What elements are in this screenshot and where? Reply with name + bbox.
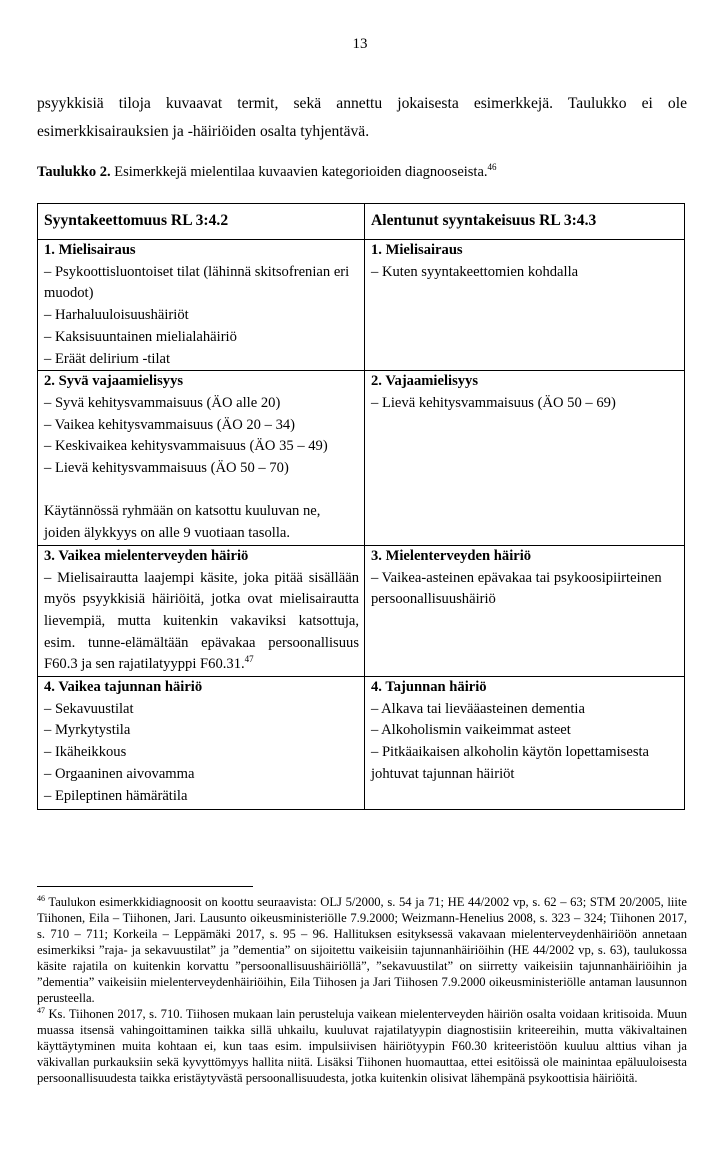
header-syyntakeettomuus: Syyntakeettomuus RL 3:4.2 <box>38 204 365 240</box>
category-description-text: – Mielisairautta laajempi käsite, joka pitää sisällään myös psyykkisiä häiriöitä, jotka ovat mielisairautta lievempiä, mutta kuitenkin vakaviksi katsottuja, esim. tunne-elämältään epävakaa persoonallisuus F60.3 ja sen rajatilatyyppi F60.31. <box>44 569 359 673</box>
list-item: – Vaikea-asteinen epävakaa tai psykoosipiirteinen persoonallisuushäiriö <box>371 569 662 608</box>
page-number: 13 <box>352 36 368 52</box>
intro-paragraph <box>37 90 687 146</box>
footnotes <box>37 894 687 1086</box>
table-header-row <box>38 204 685 240</box>
category-title: 1. Mielisairaus <box>371 242 463 258</box>
list-item: – Syvä kehitysvammaisuus (ÄO alle 20) <box>44 394 281 411</box>
table-caption <box>37 162 687 182</box>
caption-text: Esimerkkejä mielentilaa kuvaavien kategorioiden diagnooseista. <box>110 164 488 180</box>
cell-left <box>38 240 365 371</box>
footnote-47 <box>37 1006 687 1086</box>
list-item: – Harhaluuloisuushäiriöt <box>44 307 189 324</box>
table-row <box>38 677 685 810</box>
category-title: 3. Vaikea mielenterveyden häiriö <box>44 547 249 564</box>
list-item: – Ikäheikkous <box>44 744 127 761</box>
footnote-text: Ks. Tiihonen 2017, s. 710. Tiihosen mukaan lain perusteluja vaikean mielenterveyden häiriön osalta voidaan kritisoida. Muun muassa itsensä vahingoittaminen taikka sillä uhkailu, kuuluvat rajatilatyypin diagnostisiin kriteereihin, mutta väkivaltainen käyttäytyminen muita kohtaan ei, kun taas esim. impulsiivisen häiriötyypin F60.30 kriteeristöön kuuluu alttius vihan ja väkivallan purkauksiin sekä kyvyttömyys hallita niitä. Lisäksi Tiihonen huomauttaa, ettei esitöissä ole mainintaa epäluuloisesta persoonallisuudesta taikka eristäytyvästä persoonallisuudesta, jotka kuitenkin olisivat lähempänä psykoottisia häiriöitä. <box>37 1007 687 1085</box>
list-item: – Eräät delirium -tilat <box>44 350 171 367</box>
category-title: 4. Tajunnan häiriö <box>371 679 487 696</box>
cell-right <box>365 240 685 371</box>
diagnosis-table <box>37 203 685 810</box>
category-title: 3. Mielenterveyden häiriö <box>371 547 532 564</box>
cell-left <box>38 371 365 546</box>
category-title: 2. Vajaamielisyys <box>371 373 479 390</box>
table-row <box>38 371 685 546</box>
caption-label: Taulukko 2. <box>37 164 111 180</box>
list-item: – Myrkytystila <box>44 722 131 739</box>
list-item: – Orgaaninen aivovamma <box>44 765 195 782</box>
cell-right <box>365 677 685 810</box>
list-item: – Epileptinen hämärätila <box>44 787 188 804</box>
footnote-number: 47 <box>37 1006 45 1015</box>
footnote-text: Taulukon esimerkkidiagnoosit on koottu seuraavista: OLJ 5/2000, s. 54 ja 71; HE 44/2002 vp, s. 62 – 63; STM 20/2005, liite Tiihonen, Eila – Tiihonen, Jari. Lausunto oikeusministeriölle 7.9.2000; Weizmann-Henelius 2008, s. 323 – 324; Tiihonen 2017, s. 710 – 711; Korkeila – Leppämäki 2017, s. 95 – 96. Hallituksen esityksessä vakavaan mielenterveydenhäiriöön annetaan esimerkiksi ”raja- ja sekavuustilat” ja ”dementia” on sijoitettu vaikeisiin tajunnanhäiriöihin (HE 44/2002 vp, s. 63), taulukossa käsite rajatila on kuitenkin korvattu ”persoonallisuushäiriöllä”, ”sekavuustilat” on siirretty vaikeisiin tajunnanhäiriöihin ja ”dementia” vaikeisiin mielenterveydenhäiriöihin, Eila Tiihosen ja Jari Tiihosen 7.9.2000 oikeusministeriölle antaman lausunnon perusteella. <box>37 895 687 1005</box>
category-title: 2. Syvä vajaamielisyys <box>44 373 184 390</box>
footnote-46 <box>37 894 687 1006</box>
footnote-divider <box>37 886 253 887</box>
footnote-ref-47[interactable]: 47 <box>244 654 254 665</box>
table-row <box>38 240 685 371</box>
list-item: – Alkoholismin vaikeimmat asteet <box>371 722 571 739</box>
list-item: – Lievä kehitysvammaisuus (ÄO 50 – 70) <box>44 460 289 477</box>
list-item: – Sekavuustilat <box>44 700 134 717</box>
list-item: – Pitkäaikaisen alkoholin käytön lopettamisesta johtuvat tajunnan häiriöt <box>371 744 650 782</box>
cell-left <box>38 545 365 676</box>
category-title: 1. Mielisairaus <box>44 242 136 258</box>
footnote-number: 46 <box>37 894 45 903</box>
category-note: Käytännössä ryhmään on katsottu kuuluvan ne, joiden älykkyys on alle 9 vuotiaan tasolla. <box>44 503 321 542</box>
intro-text: psyykkisiä tiloja kuvaavat termit, sekä annettu jokaisesta esimerkkejä. Taulukko ei ole esimerkkisairauksien ja -häiriöiden osalta tyhjentävä. <box>37 95 687 140</box>
cell-right <box>365 371 685 546</box>
caption-footnote-ref[interactable]: 46 <box>487 162 497 172</box>
list-item: – Kuten syyntakeettomien kohdalla <box>371 263 579 280</box>
list-item: – Lievä kehitysvammaisuus (ÄO 50 – 69) <box>371 394 616 411</box>
table-row <box>38 545 685 676</box>
list-item: – Keskivaikea kehitysvammaisuus (ÄO 35 – 49) <box>44 438 328 455</box>
list-item: – Psykoottisluontoiset tilat (lähinnä skitsofrenian eri muodot) <box>44 263 350 302</box>
cell-left <box>38 677 365 810</box>
list-item: – Kaksisuuntainen mielialahäiriö <box>44 328 237 345</box>
list-item: – Alkava tai lievääasteinen dementia <box>371 700 585 717</box>
category-title: 4. Vaikea tajunnan häiriö <box>44 679 203 696</box>
list-item: – Vaikea kehitysvammaisuus (ÄO 20 – 34) <box>44 416 296 433</box>
category-description <box>44 568 359 677</box>
cell-right <box>365 545 685 676</box>
header-alentunut-syyntakeisuus: Alentunut syyntakeisuus RL 3:4.3 <box>365 204 685 240</box>
